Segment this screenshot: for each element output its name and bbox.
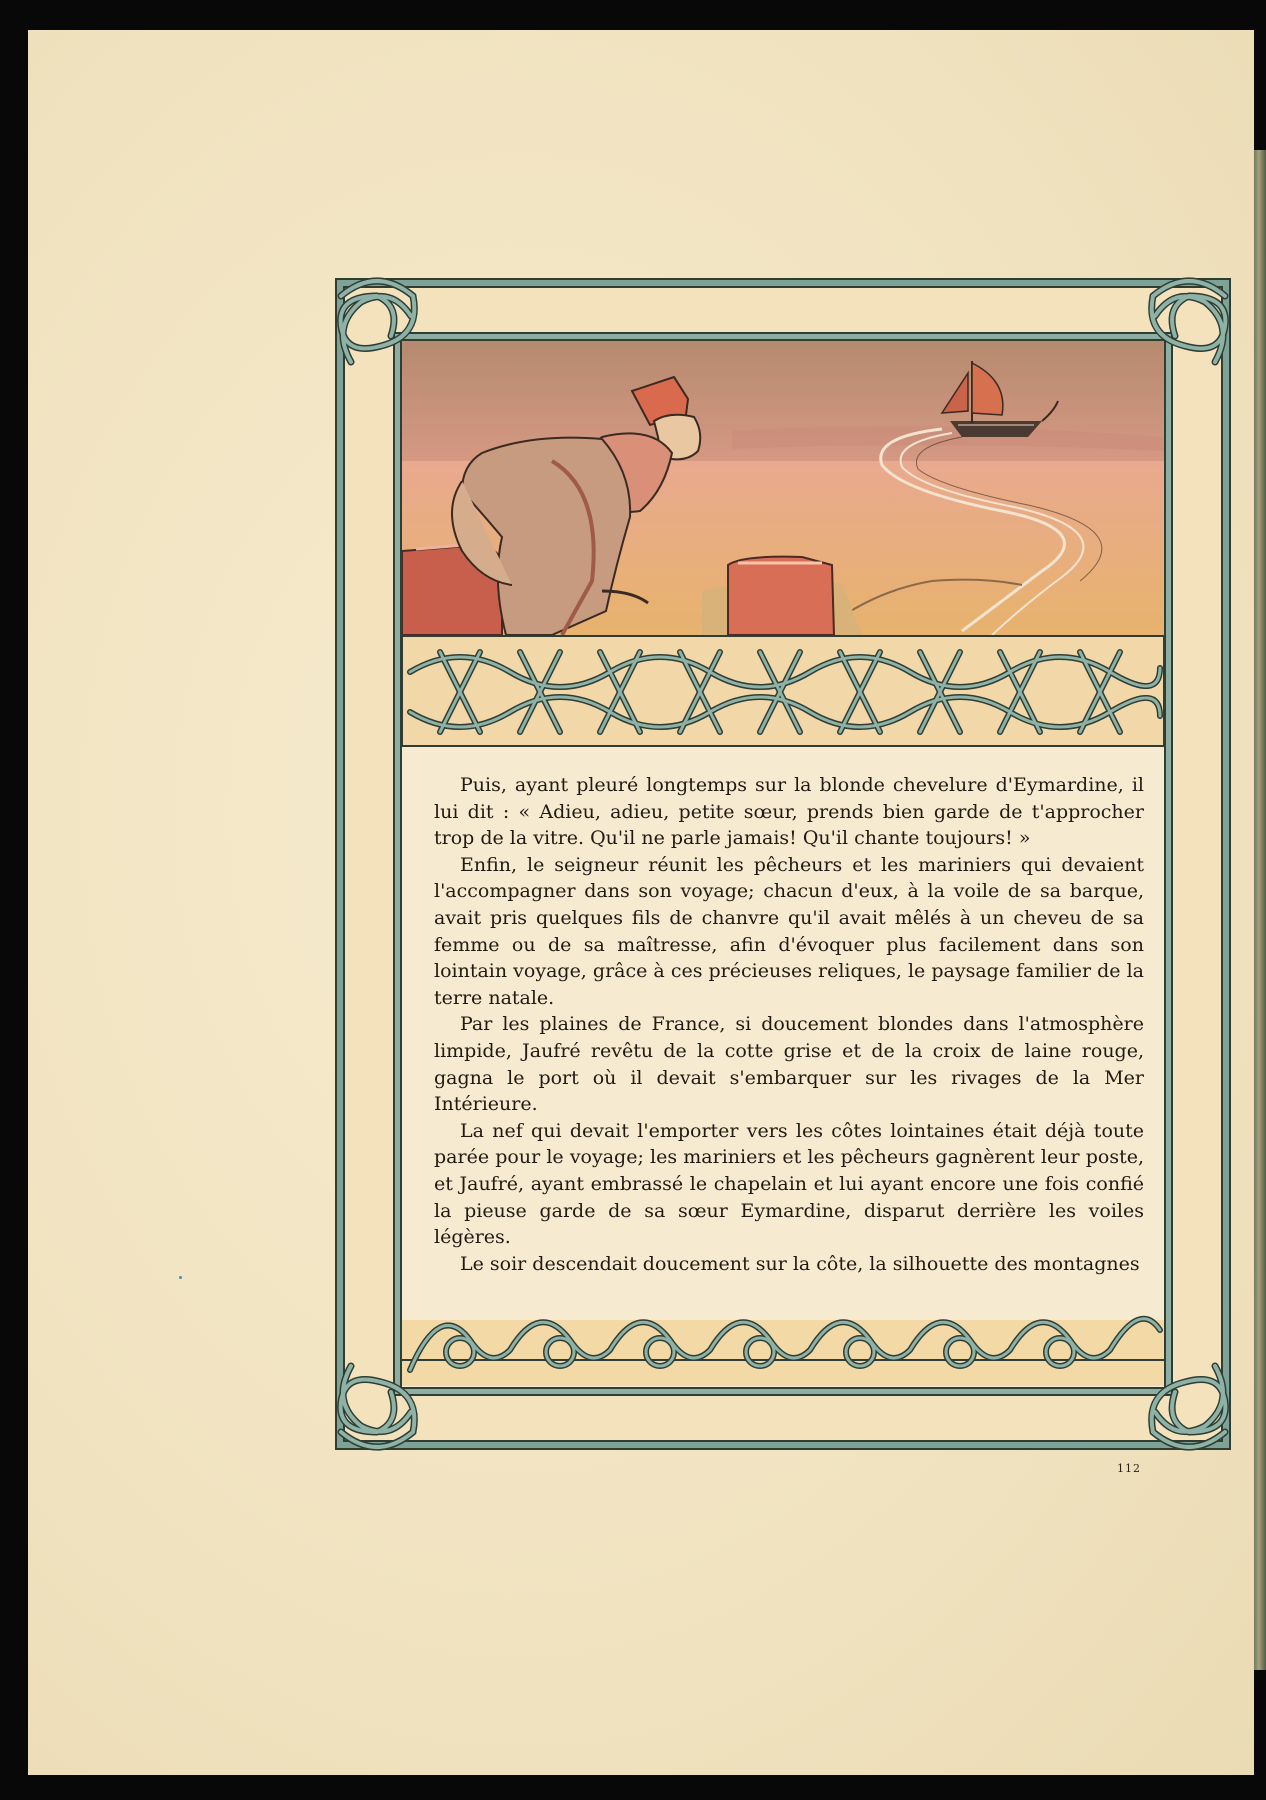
interlace-band-svg xyxy=(400,632,1166,752)
paragraph: Puis, ayant pleuré longtemps sur la blonde chevelure d'Eymardine, il lui dit : « Adieu, adieu, petite sœur, prends bien garde de t'approcher trop de la vitre. Qu'il ne parle jamais! Qu'il chante toujours! » xyxy=(434,774,1144,850)
ornamental-frame xyxy=(337,280,1229,1448)
celtic-knot-corner-icon xyxy=(1133,1350,1245,1462)
body-text xyxy=(434,772,1144,1277)
scroll-vine-band xyxy=(400,1290,1166,1390)
interlace-band xyxy=(400,632,1166,752)
paragraph: La nef qui devait l'emporter vers les côtes lointaines était déjà toute parée pour le voyage; les mariniers et les pêcheurs gagnèrent leur poste, et Jaufré, ayant embrassé le chapelain et lui ayant encore une fois confié la pieuse garde de sa sœur Eymardine, disparut derrière les voiles légères. xyxy=(434,1119,1144,1249)
celtic-knot-corner-icon xyxy=(321,266,433,378)
paragraph: Enfin, le seigneur réunit les pêcheurs et les mariniers qui devaient l'accompagner dans son voyage; chacun d'eux, à la voile de sa barque, avait pris quelques fils de chanvre qu'il avait mêlés à un cheveu de sa femme ou de sa maîtresse, afin d'évoquer plus facilement dans son lointain voyage, grâce à ces précieuses reliques, le paysage familier de la terre natale. xyxy=(434,853,1144,1009)
celtic-knot-corner-icon xyxy=(321,1350,433,1462)
page-paper xyxy=(28,30,1254,1775)
page-number: 112 xyxy=(1117,1462,1141,1475)
illustration-svg xyxy=(402,341,1164,635)
illustration-knight-at-shore xyxy=(402,341,1164,635)
scroll-vine-band-svg xyxy=(400,1290,1166,1390)
paragraph: Le soir descendait doucement sur la côte, la silhouette des montagnes xyxy=(460,1252,1140,1275)
facing-page-edge xyxy=(1254,150,1266,1670)
paragraph: Par les plaines de France, si doucement blondes dans l'atmosphère limpide, Jaufré revêtu de la cotte grise et de la croix de laine rouge, gagna le port où il devait s'embarquer sur les rivages de la Mer Intérieure. xyxy=(434,1013,1144,1116)
ink-speck xyxy=(179,1276,182,1279)
stone-right xyxy=(728,557,834,635)
celtic-knot-corner-icon xyxy=(1133,266,1245,378)
